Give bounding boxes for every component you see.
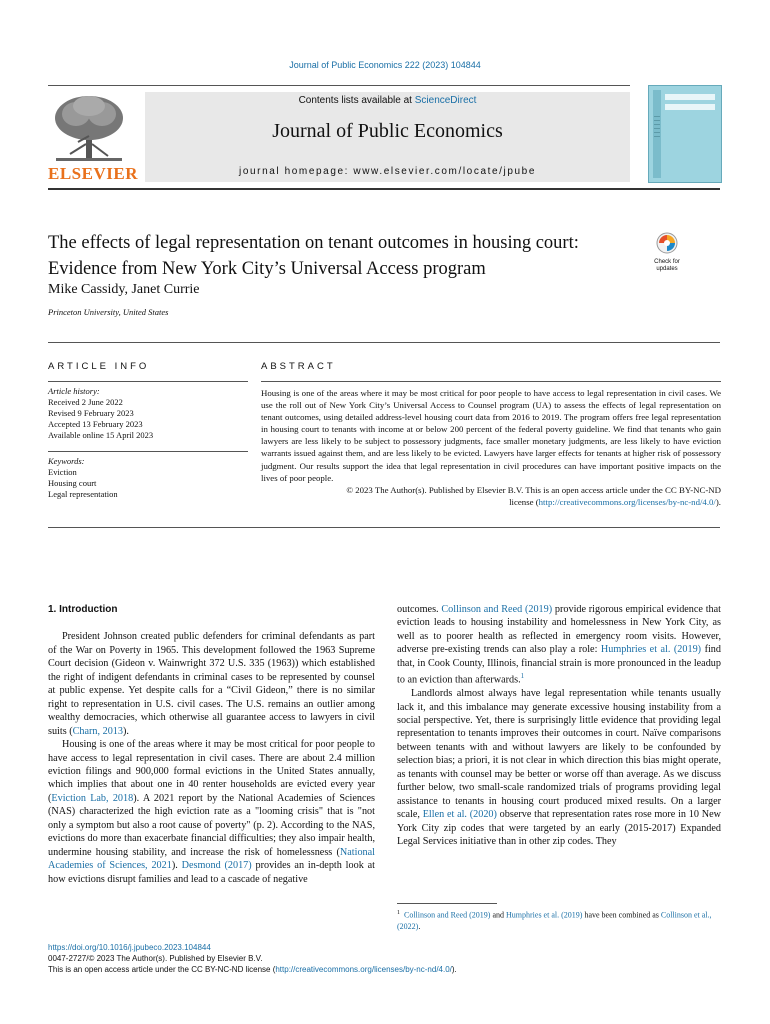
- paper-title-line-1: The effects of legal representation on tenant outcomes in housing court:: [48, 233, 579, 253]
- open-access-line: [48, 964, 728, 975]
- abstract-text: Housing is one of the areas where it may be most critical for poor people to have access to legal representation in civil cases. We use the roll out of New York City’s Universal Access to Counsel program (UA) to assess the effects of legal representation on tenant outcomes, using detailed address-level housing court data from 2016 to 2019. The program offers free legal representation in housing court to tenants with income at or below 200 percent of the federal poverty guideline. We find that tenants who gain lawyers are less likely to be subject to possessory judgments, face smaller monetary judgments, are less likely to have eviction warrants issued against them, and are less likely to be evicted. Lawyers have larger effects for tenants at higher risk of possessory judgment. Our results support the idea that legal representation in civil procedures can have important positive impacts on the lives of poor people.: [261, 388, 721, 483]
- left-column: [48, 603, 375, 886]
- citation-link[interactable]: Eviction Lab, 2018: [51, 792, 134, 804]
- abstract-heading: ABSTRACT: [261, 361, 336, 372]
- text-span: President Johnson created public defenders for criminal defendants as part of the War on Poverty in 1965. This development followed the 1963 Supreme Court decision (Gideon v. Wainwright 372 U.S. 335 (1963)) which established the right of indigent defendants in criminal cases to be represented by counsel at public expense. Yet despite calls for a “Civil Gideon,” there is no similar right to representation in U.S. civil cases. The U.S. remains an outlier among wealthy democracies, which otherwise all guarantee access to lawyers in civil suits (: [48, 631, 375, 737]
- cc-license-link[interactable]: http://creativecommons.org/licenses/by-nc-nd/4.0/: [538, 496, 716, 507]
- keyword-item: Legal representation: [48, 489, 118, 499]
- right-column: [397, 603, 721, 849]
- paper-title-line-2: Evidence from New York City’s Universal Access program: [48, 259, 486, 279]
- footnote-marker[interactable]: 1: [520, 672, 525, 681]
- history-accepted: Accepted 13 February 2023: [48, 419, 143, 429]
- citation-link[interactable]: Collinson et al., (2022): [397, 910, 712, 931]
- citation-link[interactable]: Charn, 2013: [72, 725, 123, 737]
- section-heading-introduction: 1. Introduction: [48, 604, 118, 615]
- keywords-label: Keywords:: [48, 456, 85, 466]
- intro-paragraph-2: [48, 738, 375, 886]
- cc-license-link[interactable]: http://creativecommons.org/licenses/by-nc-nd/4.0/: [275, 965, 452, 974]
- paper-title: [48, 230, 628, 282]
- abstract-rule: [261, 381, 721, 382]
- footnote-number: 1: [397, 910, 400, 916]
- text-span: and: [490, 910, 506, 920]
- text-span: ).: [123, 725, 129, 737]
- text-span: provides an in-depth look at how evictions disrupt families and lead to a cascade of negative: [48, 860, 375, 885]
- metadata-top-rule: [48, 342, 720, 343]
- text-span: ).: [451, 965, 457, 974]
- text-span: outcomes.: [397, 604, 442, 615]
- check-for-updates-badge[interactable]: [648, 232, 686, 272]
- history-revised: Revised 9 February 2023: [48, 408, 134, 418]
- header-bottom-rule: [48, 188, 720, 190]
- doi-link[interactable]: https://doi.org/10.1016/j.jpubeco.2023.104844: [48, 943, 211, 952]
- contents-prefix: Contents lists available at: [298, 95, 415, 106]
- article-history-label: Article history:: [48, 386, 100, 396]
- right-paragraph-1: [397, 603, 721, 687]
- text-span: Housing is one of the areas where it may be most critical for poor people to have access to legal representation in civil cases. There are about 2.4 million eviction filings and 900,000 formal evictions in the United States annually, which implies that about one in 40 renter households are evicted every year (: [48, 739, 375, 804]
- abstract-body: [261, 387, 721, 508]
- text-span: .: [418, 921, 421, 931]
- article-info-heading: ARTICLE INFO: [48, 361, 150, 372]
- author-affiliation: Princeton University, United States: [48, 307, 169, 317]
- keywords-block: [48, 456, 118, 500]
- citation-link[interactable]: Ellen et al. (2020): [422, 809, 497, 821]
- header-top-rule: [48, 85, 630, 86]
- check-updates-icon: [648, 232, 686, 254]
- text-span: ).: [171, 860, 182, 872]
- keyword-item: Housing court: [48, 478, 97, 488]
- right-paragraph-2: [397, 687, 721, 848]
- author-list[interactable]: Mike Cassidy, Janet Currie: [48, 282, 200, 297]
- check-badge-line-2: updates: [656, 266, 678, 272]
- footnote-1: [397, 908, 721, 932]
- article-info-rule: [48, 381, 248, 382]
- contents-available-line: [145, 95, 630, 106]
- journal-name: Journal of Public Economics: [272, 120, 503, 142]
- elsevier-logo-text: ELSEVIER: [48, 164, 138, 183]
- history-online: Available online 15 April 2023: [48, 430, 154, 440]
- footnote-rule: [397, 903, 497, 904]
- article-history: [48, 386, 153, 441]
- text-span: observe that representation rates rose more in 10 New York City zip codes that were targeted by an early (2015-2017) Expanded Legal Services initiative than in other zip codes. They: [397, 809, 721, 848]
- abstract-copyright: © 2023 The Author(s). Published by Elsevier B.V. This is an open access article under the CC BY-NC-ND: [346, 484, 721, 495]
- citation-link[interactable]: Desmond (2017): [181, 860, 252, 872]
- text-span: have been combined as: [582, 910, 661, 920]
- text-span: This is an open access article under the CC BY-NC-ND license (: [48, 965, 276, 974]
- journal-cover-thumbnail: [648, 85, 722, 183]
- check-badge-line-1: Check for: [654, 259, 680, 265]
- citation-link[interactable]: Humphries et al. (2019): [506, 910, 583, 920]
- metadata-bottom-rule: [48, 527, 720, 528]
- license-suffix: ).: [715, 496, 721, 507]
- text-span: provide rigorous empirical evidence that eviction leads to housing instability and homelessness in New York City, as well as to poorer health as reflected in emergency room visits. However, adverse pre-existing trends can also play a role:: [397, 604, 721, 656]
- text-span: Landlords almost always have legal representation while tenants usually lack it, and this imbalance may generate excessive housing instability from a social perspective. Yet, there is surprisingly little evidence that providing legal representation to tenants improves their outcomes in court. Naïve comparisons between tenants with and without lawyers are likely to be confounded by selection bias; a priori, it is not clear in which direction this bias might operate, as tenants with counsel may be better or worse off than average. As we discuss further below, two small-scale randomized trials of programs providing legal assistance to tenants in housing court produced mixed results. On a larger scale,: [397, 688, 721, 821]
- keyword-item: Eviction: [48, 467, 77, 477]
- keywords-rule: [48, 451, 248, 452]
- history-received: Received 2 June 2022: [48, 397, 123, 407]
- intro-paragraph-1: [48, 630, 375, 738]
- journal-citation[interactable]: Journal of Public Economics 222 (2023) 104844: [289, 60, 481, 70]
- abstract-license: [261, 496, 721, 508]
- citation-link[interactable]: Collinson and Reed (2019): [441, 604, 553, 615]
- text-span: ). A 2021 report by the National Academies of Sciences (NAS) characterized the high eviction rate as a "looming crisis" that is "not only a symptom but also a root cause of poverty" (p. 2). According to the NAS, evictions do more than exacerbate financial difficulties; they also impair health, undermine housing stability, and increase the risk of homelessness (: [48, 792, 376, 858]
- page-footer: [48, 942, 728, 975]
- journal-homepage[interactable]: journal homepage: www.elsevier.com/locate/jpube: [239, 166, 536, 177]
- citation-link[interactable]: National Academies of Sciences, 2021: [48, 846, 375, 872]
- text-span: find that, in Cook County, Illinois, financial strain is more pronounced in the leadup to an eviction than afterwards.: [397, 644, 721, 686]
- issn-line: 0047-2727/© 2023 The Author(s). Published by Elsevier B.V.: [48, 954, 263, 963]
- license-prefix: license (: [509, 496, 539, 507]
- citation-link[interactable]: Collinson and Reed (2019): [404, 910, 491, 920]
- sciencedirect-link[interactable]: ScienceDirect: [414, 95, 477, 106]
- citation-link[interactable]: Humphries et al. (2019): [600, 644, 702, 656]
